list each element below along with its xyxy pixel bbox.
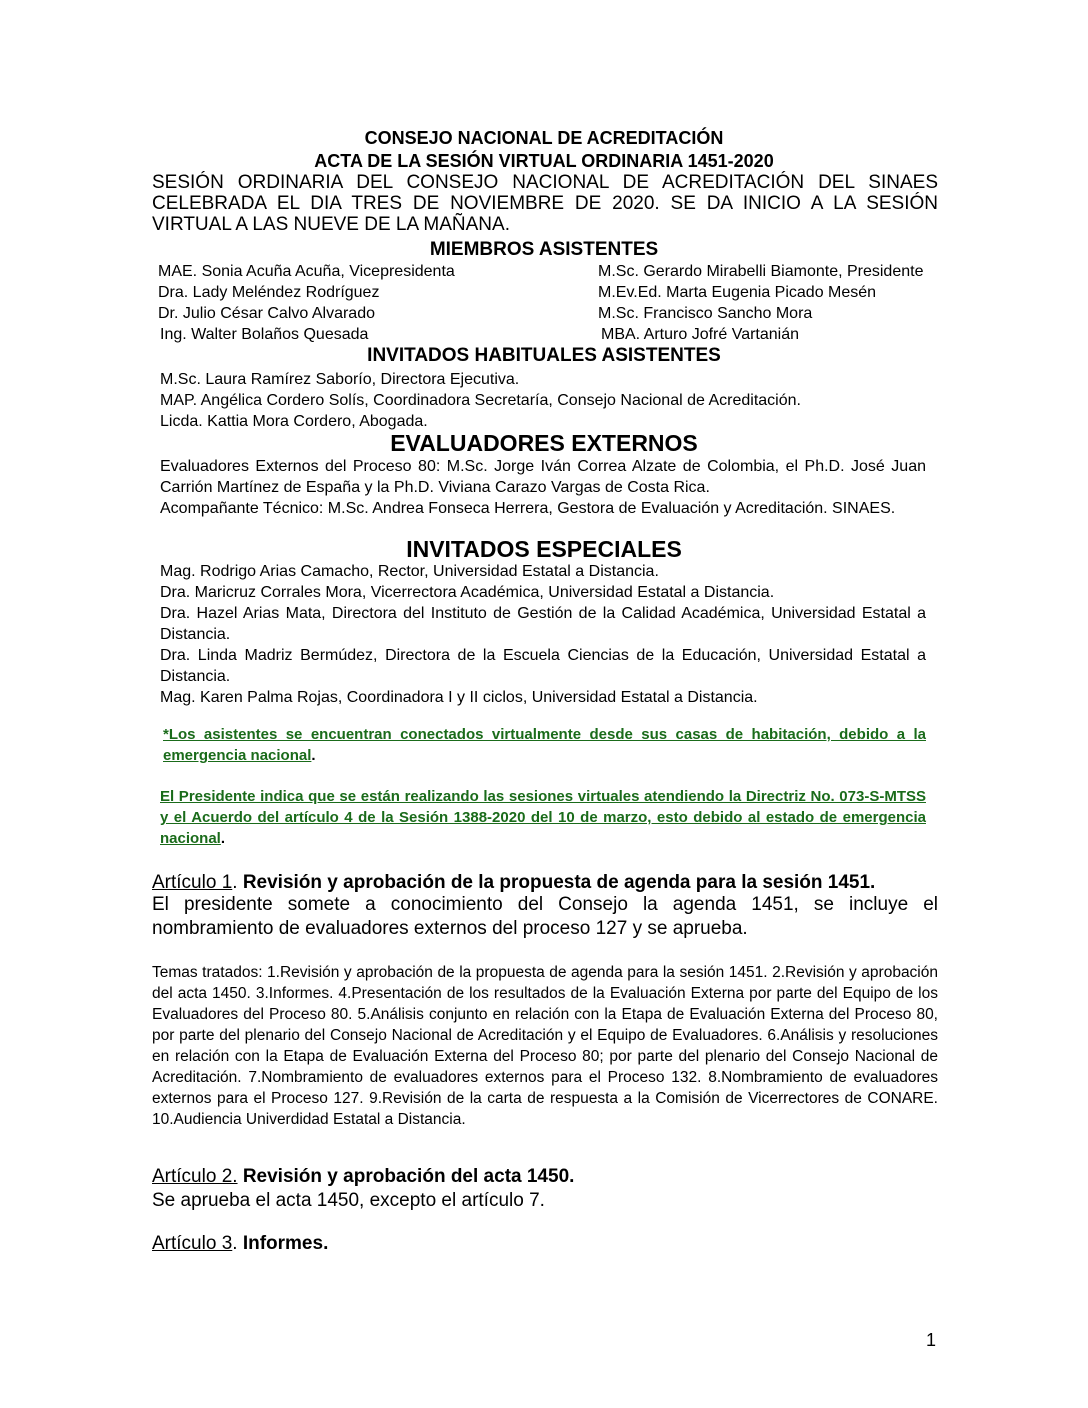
virtual-attendance-note [163, 724, 926, 766]
articulo-title: Informes. [242, 1233, 329, 1254]
intro-line: CELEBRADA EL DIA TRES DE NOVIEMBRE DE 2020. SE DA INICIO A LA SESIÓN [152, 193, 938, 214]
articulo-title: Revisión y aprobación de la propuesta de agenda para la sesión 1451. [242, 872, 876, 893]
paragraph: Evaluadores Externos del Proceso 80: M.Sc. Jorge Iván Correa Alzate de Colombia, el Ph.D. José Juan Carrión Martínez de España y la Ph.D. Viviana Carazo Vargas de Costa Rica. [160, 458, 926, 496]
list-item: Dra. Maricruz Corrales Mora, Vicerrectora Académica, Universidad Estatal a Distancia. [160, 584, 775, 601]
paragraph: Acompañante Técnico: M.Sc. Andrea Fonseca Herrera, Gestora de Evaluación y Acreditación. SINAES. [160, 500, 896, 517]
member-name: MAE. Sonia Acuña Acuña, Vicepresidenta [158, 263, 455, 280]
member-name: M.Sc. Gerardo Mirabelli Biamonte, Presidente [598, 263, 924, 280]
intro-line: SESIÓN ORDINARIA DEL CONSEJO NACIONAL DE ACREDITACIÓN DEL SINAES [152, 172, 938, 193]
articulo-label: Artículo 2. [152, 1166, 238, 1187]
member-name: M.Sc. Francisco Sancho Mora [598, 305, 813, 322]
list-item: M.Sc. Laura Ramírez Saborío, Directora Ejecutiva. [160, 371, 520, 388]
articulo-2-body: Se aprueba el acta 1450, excepto el artículo 7. [152, 1190, 545, 1211]
note-end: . [220, 830, 226, 847]
list-item: Dra. Linda Madriz Bermúdez, Directora de la Escuela Ciencias de la Educación, Universidad Estatal a Distancia. [160, 647, 926, 685]
invitados-habituales-list [160, 369, 926, 432]
section-heading-evaluadores: EVALUADORES EXTERNOS [390, 430, 698, 456]
session-intro [152, 172, 938, 235]
articulo-1-heading [152, 872, 875, 894]
section-heading-miembros: MIEMBROS ASISTENTES [429, 239, 659, 260]
list-item: Dra. Hazel Arias Mata, Directora del Instituto de Gestión de la Calidad Académica, Universidad Estatal a Distancia. [160, 605, 926, 643]
temas-tratados: Temas tratados: 1.Revisión y aprobación de la propuesta de agenda para la sesión 1451. 2.Revisión y aprobación del acta 1450. 3.Informes. 4.Presentación de los resultados de la Evaluación Externa por parte del Equipo de los Evaluadores del Proceso 80. 5.Análisis conjunto en relación con la Etapa de Evaluación Externa del Proceso 80, por parte del plenario del Consejo Nacional de Acreditación y el Equipo de Evaluadores. 6.Análisis y resoluciones en relación con la Etapa de Evaluación Externa del Proceso 80; por parte del plenario del Consejo Nacional de Acreditación. 7.Nombramiento de evaluadores externos para el Proceso 132. 8.Nombramiento de evaluadores externos para el Proceso 127. 9.Revisión de la carta de respuesta a la Comisión de Vicerrectores de CONARE. 10.Audiencia Univerdidad Estatal a Distancia. [152, 964, 938, 1128]
list-item: MAP. Angélica Cordero Solís, Coordinadora Secretaría, Consejo Nacional de Acreditación. [160, 392, 801, 409]
note-text: *Los asistentes se encuentran conectados virtualmente desde sus casas de habitación, debido a la emergencia nacional [163, 726, 926, 764]
page-number: 1 [926, 1330, 937, 1350]
section-heading-invitados-habituales: INVITADOS HABITUALES ASISTENTES [367, 345, 721, 366]
document-subtitle: ACTA DE LA SESIÓN VIRTUAL ORDINARIA 1451-2020 [314, 151, 774, 171]
list-item: Mag. Rodrigo Arias Camacho, Rector, Universidad Estatal a Distancia. [160, 563, 659, 580]
member-name: M.Ev.Ed. Marta Eugenia Picado Mesén [598, 284, 877, 301]
intro-line: VIRTUAL A LAS NUEVE DE LA MAÑANA. [152, 214, 510, 235]
list-item: Mag. Karen Palma Rojas, Coordinadora I y II ciclos, Universidad Estatal a Distancia. [160, 689, 758, 706]
articulo-1-body: El presidente somete a conocimiento del Consejo la agenda 1451, se incluye el nombramiento de evaluadores externos del proceso 127 y se aprueba. [152, 894, 938, 939]
articulo-3-heading [152, 1233, 328, 1255]
member-name: Dra. Lady Meléndez Rodríguez [158, 284, 380, 301]
member-name: Dr. Julio César Calvo Alvarado [158, 305, 375, 322]
separator: . [232, 872, 243, 893]
articulo-label: Artículo 3 [152, 1233, 233, 1254]
document-title: CONSEJO NACIONAL DE ACREDITACIÓN [364, 128, 724, 148]
evaluadores-list [160, 456, 926, 519]
articulo-2-heading [152, 1166, 574, 1188]
section-heading-invitados-especiales: INVITADOS ESPECIALES [406, 536, 682, 562]
list-item: Licda. Kattia Mora Cordero, Abogada. [160, 413, 428, 430]
invitados-especiales-list [160, 561, 926, 708]
note-end: . [311, 747, 316, 764]
articulo-title: Revisión y aprobación del acta 1450. [242, 1166, 575, 1187]
directive-note [160, 786, 926, 849]
member-name: Ing. Walter Bolaños Quesada [160, 326, 369, 343]
separator: . [232, 1233, 243, 1254]
note-text: El Presidente indica que se están realizando las sesiones virtuales atendiendo la Directriz No. 073-S-MTSS y el Acuerdo del artículo 4 de la Sesión 1388-2020 del 10 de marzo, esto debido al estado de emergencia nacional [160, 788, 926, 847]
articulo-label: Artículo 1 [152, 872, 233, 893]
member-name: MBA. Arturo Jofré Vartanián [601, 326, 800, 343]
